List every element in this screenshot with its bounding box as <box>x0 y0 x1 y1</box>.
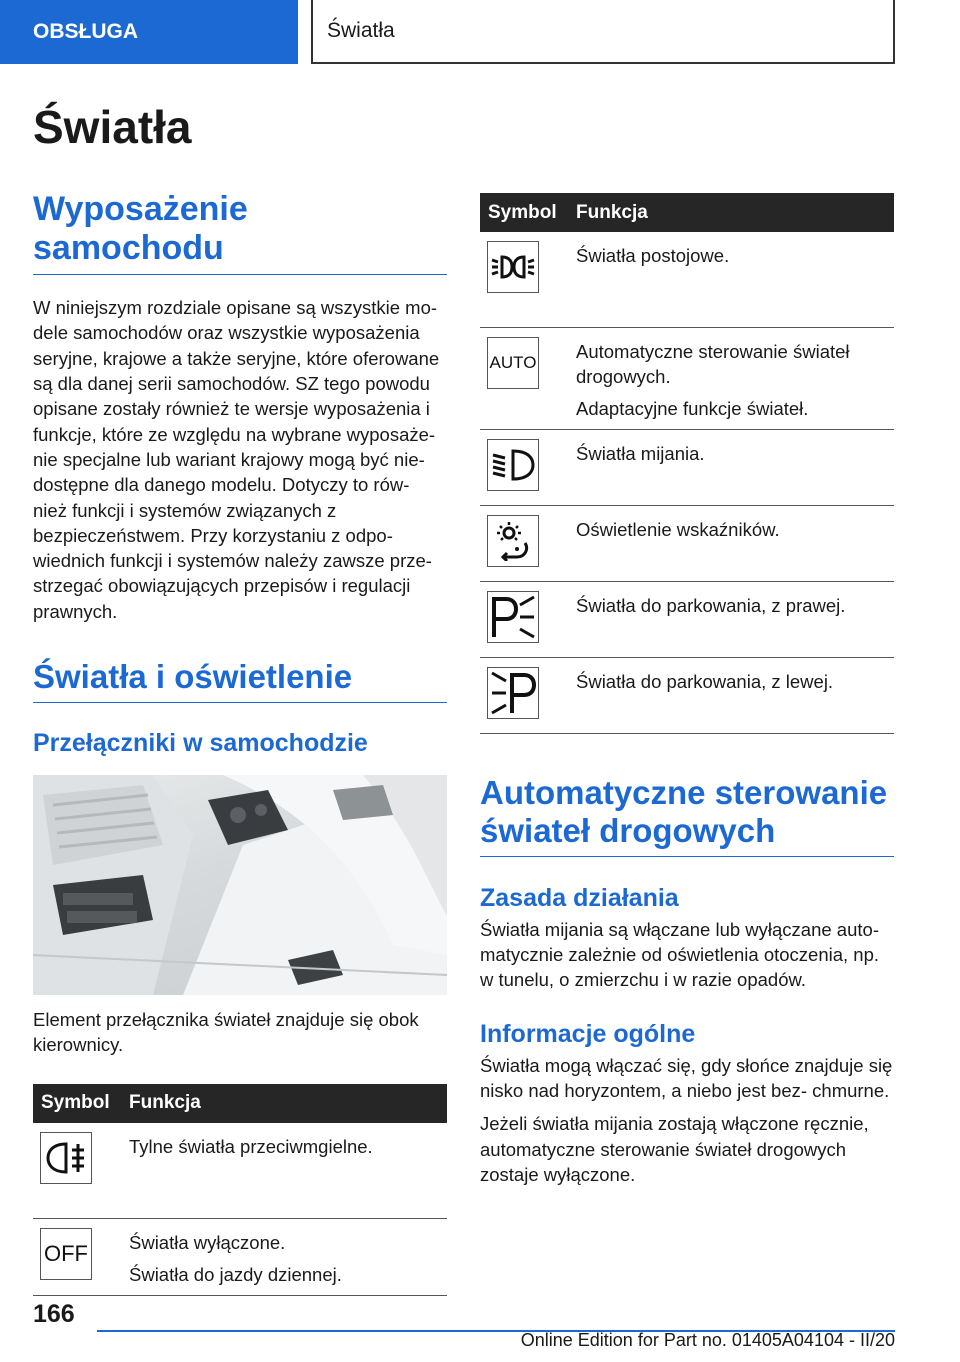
heading-lights: Światła i oświetlenie <box>33 658 447 703</box>
instrument-lighting-icon <box>487 515 539 567</box>
function-text: Oświetlenie wskaźników. <box>576 519 780 540</box>
symbol-table-right <box>480 193 894 734</box>
heading-principle: Zasada działania <box>480 883 679 912</box>
function-text: Światła postojowe. <box>576 245 730 266</box>
table-row <box>480 232 894 328</box>
parking-light-left-icon <box>487 667 539 719</box>
function-text: Światła do parkowania, z lewej. <box>576 671 834 692</box>
footer-edition[interactable]: Online Edition for Part no. 01405A04104 - II/20 <box>520 1330 895 1350</box>
table-row <box>480 658 894 734</box>
photo-caption: Element przełącznika świateł znajduje się obok kierownicy. <box>33 1008 419 1056</box>
page-title: Światła <box>33 101 192 153</box>
general-paragraph-2: Jeżeli światła mijania zostają włączone ręcznie, automatyczne sterowanie świateł drogowych zostaje wyłączone. <box>480 1113 869 1185</box>
switch-location-photo <box>33 775 447 995</box>
parking-lights-icon <box>487 241 539 293</box>
heading-switches: Przełączniki w samochodzie <box>33 728 368 757</box>
col-function: Funkcja <box>576 193 894 232</box>
auto-icon-label: AUTO <box>489 353 537 372</box>
general-paragraph-1: Światła mogą włączać się, gdy słońce znajduje się nisko nad horyzontem, a niebo jest bez- chmurne. <box>480 1054 893 1102</box>
rear-fog-light-icon <box>40 1132 92 1184</box>
function-text: Światła do jazdy dziennej. <box>129 1263 342 1285</box>
heading-auto-lights: Automatyczne sterowanie świateł drogowych <box>480 774 894 857</box>
function-text: Światła mijania. <box>576 443 705 464</box>
function-text: Tylne światła przeciwmgielne. <box>129 1135 373 1157</box>
principle-paragraph: Światła mijania są włączane lub wyłączane auto- matycznie zależnie od oświetlenia otoczenia, np. w tunelu, o zmierzchu i w razie opadów. <box>480 918 880 991</box>
off-icon <box>40 1228 92 1280</box>
off-icon-label: OFF <box>44 1240 88 1266</box>
parking-light-right-icon <box>487 591 539 643</box>
table-row <box>33 1123 447 1219</box>
function-text: Światła wyłączone. <box>129 1231 286 1253</box>
right-column <box>480 193 894 1187</box>
col-function: Funkcja <box>129 1084 447 1123</box>
table-row <box>480 506 894 582</box>
table-row <box>480 328 894 430</box>
function-text: Adaptacyjne funkcje świateł. <box>576 398 809 419</box>
low-beam-icon <box>487 439 539 491</box>
equipment-paragraph: W niniejszym rozdziale opisane są wszystkie mo- dele samochodów oraz wszystkie wyposażenia seryjne, krajowe a także seryjne, które oferowane są dla danej serii samochodów. SZ tego powodu opisane zostały również te wersje wyposażenia i funkcje, które ze względu na wybrane wyposaże- nie specjalne lub wariant krajowy mogą być nie- dostępne dla danego modelu. Dotyczy to rów- nież funkcji i systemów związanych z bezpieczeństwem. Przy korzystaniu z odpo- wiednich funkcji i systemów należy zawsze prze- strzegać obowiązujących przepisów i regulacji prawnych. <box>33 297 440 622</box>
col-symbol: Symbol <box>33 1084 129 1123</box>
section-tab-label: OBSŁUGA <box>33 20 138 43</box>
symbol-table-left <box>33 1084 447 1296</box>
auto-icon <box>487 337 539 389</box>
chapter-tab-label: Światła <box>327 19 395 42</box>
heading-general: Informacje ogólne <box>480 1019 696 1048</box>
function-text: Automatyczne sterowanie świateł drogowych. <box>576 341 850 387</box>
page-number: 166 <box>33 1300 75 1328</box>
col-symbol: Symbol <box>480 193 576 232</box>
table-row <box>480 582 894 658</box>
table-row <box>33 1218 447 1295</box>
section-tab[interactable] <box>0 0 298 64</box>
function-text: Światła do parkowania, z prawej. <box>576 595 846 616</box>
heading-equipment: Wyposażenie samochodu <box>33 190 447 275</box>
chapter-tab[interactable] <box>311 0 895 64</box>
table-row <box>480 430 894 506</box>
left-column <box>33 190 447 1296</box>
